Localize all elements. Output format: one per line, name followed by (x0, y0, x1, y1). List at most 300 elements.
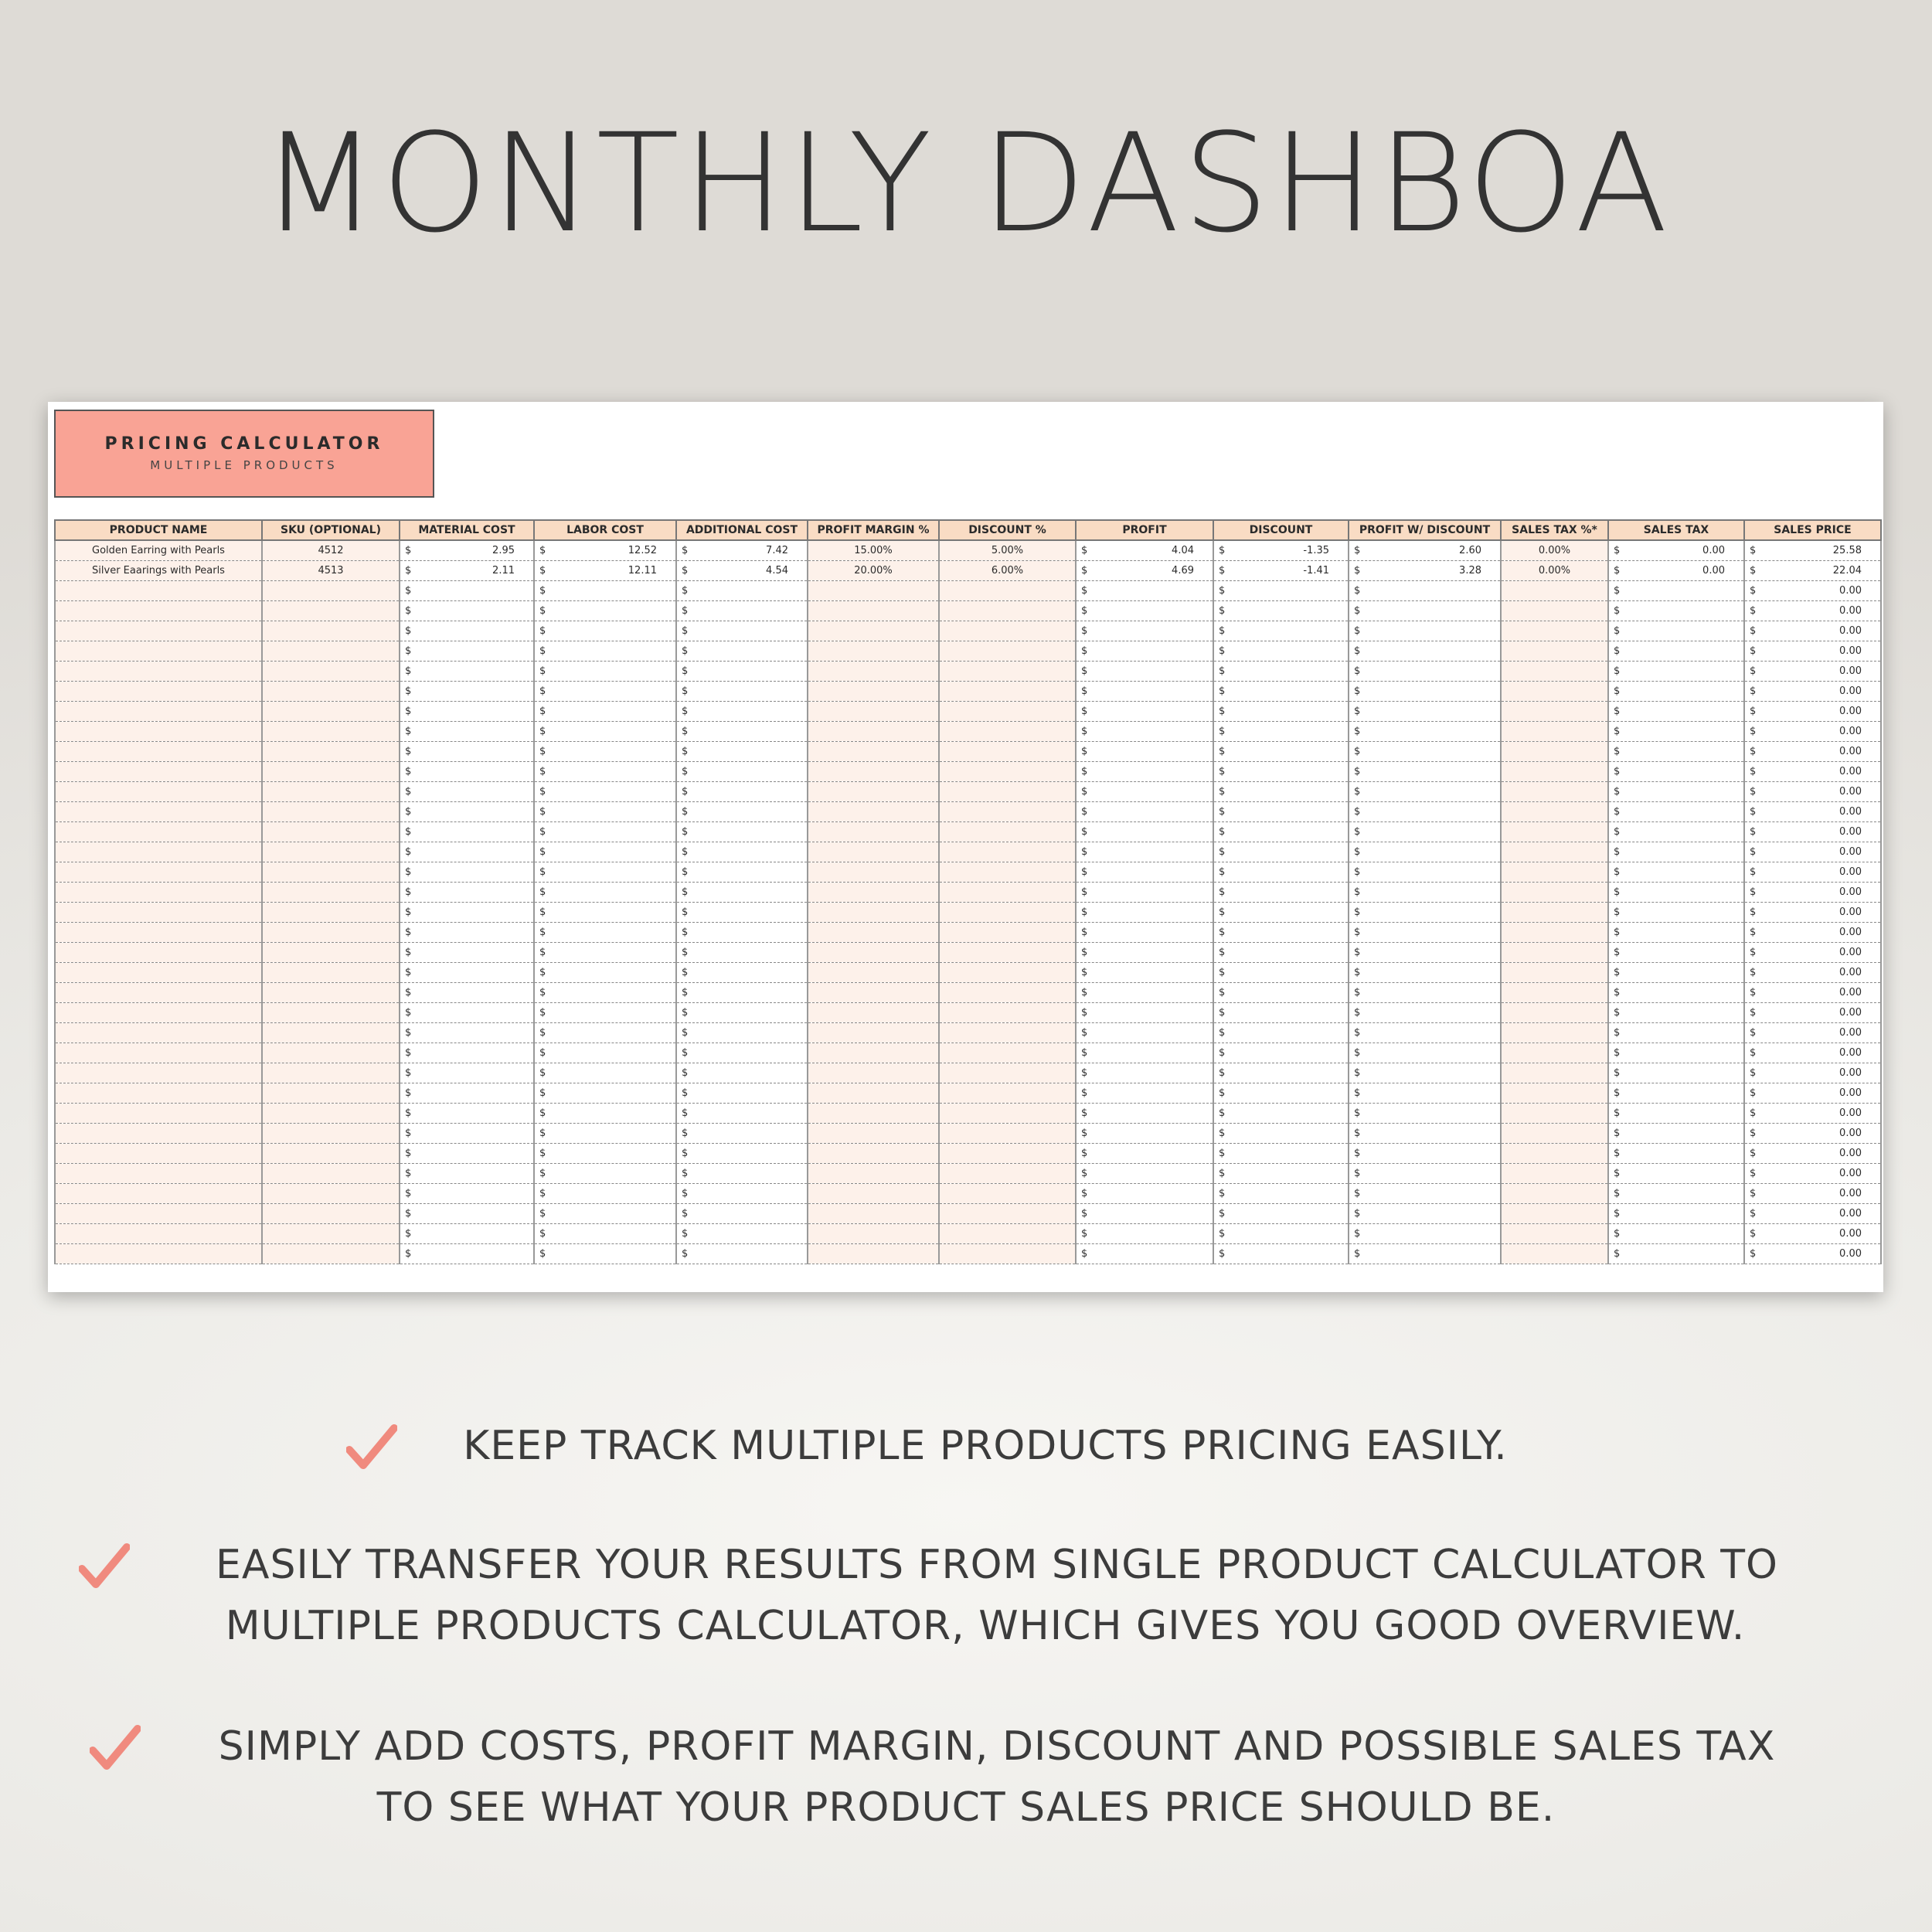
table-cell[interactable] (1501, 1244, 1608, 1264)
table-cell[interactable] (1349, 1083, 1501, 1104)
table-cell[interactable] (55, 883, 262, 903)
table-cell[interactable] (1501, 943, 1608, 963)
table-cell[interactable] (1076, 862, 1213, 883)
table-cell[interactable] (1608, 762, 1744, 782)
table-cell[interactable] (1349, 621, 1501, 641)
table-cell[interactable] (1349, 1104, 1501, 1124)
table-cell[interactable] (1076, 1003, 1213, 1023)
table-cell[interactable] (534, 641, 676, 662)
table-cell[interactable] (676, 641, 808, 662)
table-cell[interactable] (1744, 1003, 1881, 1023)
table-cell[interactable] (1608, 702, 1744, 722)
table-cell[interactable] (400, 601, 534, 621)
table-cell[interactable] (808, 1224, 939, 1244)
table-cell[interactable] (55, 1063, 262, 1083)
table-cell[interactable] (1501, 1204, 1608, 1224)
table-cell[interactable] (1213, 883, 1349, 903)
table-cell[interactable] (1349, 883, 1501, 903)
table-cell[interactable] (1076, 742, 1213, 762)
table-cell[interactable] (808, 702, 939, 722)
table-cell[interactable] (1213, 943, 1349, 963)
table-cell[interactable] (534, 1164, 676, 1184)
table-cell[interactable] (1501, 883, 1608, 903)
table-cell[interactable] (939, 1124, 1076, 1144)
table-cell[interactable] (1349, 923, 1501, 943)
table-cell[interactable] (1213, 963, 1349, 983)
table-cell[interactable] (534, 1104, 676, 1124)
table-cell[interactable] (1213, 1083, 1349, 1104)
table-cell[interactable] (1608, 862, 1744, 883)
table-cell[interactable] (1608, 1244, 1744, 1264)
table-cell[interactable] (676, 903, 808, 923)
table-cell[interactable] (1608, 943, 1744, 963)
table-cell[interactable] (808, 1164, 939, 1184)
table-cell[interactable] (534, 862, 676, 883)
table-cell[interactable] (1744, 561, 1881, 581)
table-cell[interactable] (534, 842, 676, 862)
table-cell[interactable] (808, 641, 939, 662)
table-cell[interactable] (55, 581, 262, 601)
table-cell[interactable] (534, 1244, 676, 1264)
table-cell[interactable] (400, 782, 534, 802)
table-cell[interactable] (939, 722, 1076, 742)
table-cell[interactable] (534, 1083, 676, 1104)
table-cell[interactable] (676, 1124, 808, 1144)
table-cell[interactable] (262, 883, 400, 903)
table-cell[interactable] (1744, 1144, 1881, 1164)
table-cell[interactable] (1501, 641, 1608, 662)
table-cell[interactable] (808, 1204, 939, 1224)
table-cell[interactable] (1213, 822, 1349, 842)
table-cell[interactable] (1076, 842, 1213, 862)
table-cell[interactable] (1501, 862, 1608, 883)
table-cell[interactable] (55, 923, 262, 943)
table-cell[interactable] (400, 540, 534, 561)
table-cell[interactable] (1076, 762, 1213, 782)
table-cell[interactable]: Golden Earring with Pearls (55, 540, 262, 561)
table-cell[interactable] (1349, 722, 1501, 742)
table-cell[interactable] (1076, 963, 1213, 983)
table-cell[interactable] (808, 842, 939, 862)
table-cell[interactable] (939, 943, 1076, 963)
table-cell[interactable] (1076, 561, 1213, 581)
table-cell[interactable] (939, 923, 1076, 943)
table-cell[interactable] (1501, 662, 1608, 682)
table-cell[interactable] (1349, 1144, 1501, 1164)
table-cell[interactable] (534, 822, 676, 842)
table-cell[interactable] (939, 601, 1076, 621)
table-cell[interactable] (1349, 1164, 1501, 1184)
table-cell[interactable] (1744, 983, 1881, 1003)
table-cell[interactable] (400, 641, 534, 662)
table-cell[interactable] (1349, 1244, 1501, 1264)
table-cell[interactable] (1213, 702, 1349, 722)
table-cell[interactable] (262, 963, 400, 983)
table-cell[interactable] (55, 822, 262, 842)
table-cell[interactable] (676, 1043, 808, 1063)
table-cell[interactable] (262, 702, 400, 722)
table-cell[interactable] (55, 722, 262, 742)
table-cell[interactable] (1076, 883, 1213, 903)
table-cell[interactable] (1213, 802, 1349, 822)
table-cell[interactable] (939, 581, 1076, 601)
table-cell[interactable] (1608, 1083, 1744, 1104)
table-cell[interactable] (1608, 1043, 1744, 1063)
table-cell[interactable] (1744, 782, 1881, 802)
table-cell[interactable] (1213, 1224, 1349, 1244)
table-cell[interactable] (808, 983, 939, 1003)
table-cell[interactable] (676, 842, 808, 862)
table-cell[interactable] (534, 983, 676, 1003)
table-cell[interactable] (1608, 1184, 1744, 1204)
table-cell[interactable] (939, 1204, 1076, 1224)
table-cell[interactable] (1076, 1023, 1213, 1043)
table-cell[interactable] (1501, 903, 1608, 923)
table-cell[interactable] (808, 662, 939, 682)
table-cell[interactable] (55, 862, 262, 883)
table-cell[interactable] (1349, 983, 1501, 1003)
table-cell[interactable] (676, 1083, 808, 1104)
table-cell[interactable] (262, 1164, 400, 1184)
table-cell[interactable] (676, 983, 808, 1003)
table-cell[interactable] (55, 1023, 262, 1043)
table-cell[interactable] (1744, 862, 1881, 883)
table-cell[interactable]: 20.00% (808, 561, 939, 581)
table-cell[interactable] (262, 862, 400, 883)
table-cell[interactable] (262, 1184, 400, 1204)
table-cell[interactable] (1349, 581, 1501, 601)
table-cell[interactable] (676, 782, 808, 802)
table-cell[interactable] (55, 842, 262, 862)
table-cell[interactable] (1744, 682, 1881, 702)
table-cell[interactable] (939, 903, 1076, 923)
table-cell[interactable] (534, 923, 676, 943)
table-cell[interactable] (55, 1104, 262, 1124)
table-cell[interactable] (1349, 903, 1501, 923)
table-cell[interactable] (1501, 1164, 1608, 1184)
table-cell[interactable] (676, 682, 808, 702)
table-cell[interactable] (1501, 742, 1608, 762)
table-cell[interactable] (808, 963, 939, 983)
table-cell[interactable] (400, 722, 534, 742)
table-cell[interactable] (55, 682, 262, 702)
table-cell[interactable] (1349, 682, 1501, 702)
table-cell[interactable] (939, 742, 1076, 762)
table-cell[interactable] (676, 1063, 808, 1083)
table-cell[interactable] (676, 702, 808, 722)
table-cell[interactable] (1501, 762, 1608, 782)
table-cell[interactable] (400, 923, 534, 943)
table-cell[interactable] (1744, 1204, 1881, 1224)
table-cell[interactable] (1608, 842, 1744, 862)
table-cell[interactable] (400, 1083, 534, 1104)
table-cell[interactable]: Silver Eaarings with Pearls (55, 561, 262, 581)
table-cell[interactable] (534, 581, 676, 601)
table-cell[interactable] (400, 1023, 534, 1043)
table-cell[interactable] (1213, 641, 1349, 662)
table-cell[interactable] (400, 561, 534, 581)
table-cell[interactable] (939, 1244, 1076, 1264)
table-cell[interactable] (534, 903, 676, 923)
table-cell[interactable] (939, 1063, 1076, 1083)
table-cell[interactable] (1213, 540, 1349, 561)
table-cell[interactable]: 4513 (262, 561, 400, 581)
table-cell[interactable] (55, 742, 262, 762)
table-cell[interactable] (262, 1043, 400, 1063)
table-cell[interactable] (400, 802, 534, 822)
table-cell[interactable] (1076, 662, 1213, 682)
table-cell[interactable] (262, 842, 400, 862)
table-cell[interactable] (262, 983, 400, 1003)
table-cell[interactable] (400, 963, 534, 983)
table-cell[interactable] (1213, 1144, 1349, 1164)
table-cell[interactable] (676, 802, 808, 822)
table-cell[interactable] (1608, 1204, 1744, 1224)
table-cell[interactable] (1744, 1083, 1881, 1104)
table-cell[interactable] (55, 702, 262, 722)
table-cell[interactable] (262, 1144, 400, 1164)
table-cell[interactable] (1349, 1184, 1501, 1204)
table-cell[interactable] (1349, 1023, 1501, 1043)
table-cell[interactable] (1744, 702, 1881, 722)
table-cell[interactable] (55, 1124, 262, 1144)
table-cell[interactable] (1076, 641, 1213, 662)
table-cell[interactable] (1213, 1164, 1349, 1184)
table-cell[interactable] (1349, 1043, 1501, 1063)
table-cell[interactable] (55, 601, 262, 621)
table-cell[interactable] (400, 903, 534, 923)
table-cell[interactable] (1213, 1063, 1349, 1083)
table-cell[interactable] (1501, 1003, 1608, 1023)
table-cell[interactable] (1501, 1124, 1608, 1144)
table-cell[interactable] (1744, 1164, 1881, 1184)
table-cell[interactable] (1608, 983, 1744, 1003)
table-cell[interactable] (262, 1023, 400, 1043)
table-cell[interactable] (1608, 923, 1744, 943)
table-cell[interactable] (534, 540, 676, 561)
table-cell[interactable] (1213, 1204, 1349, 1224)
table-cell[interactable] (1608, 1003, 1744, 1023)
table-cell[interactable] (1608, 1124, 1744, 1144)
table-cell[interactable] (55, 1184, 262, 1204)
table-cell[interactable] (55, 943, 262, 963)
table-cell[interactable] (400, 1224, 534, 1244)
table-cell[interactable] (1076, 782, 1213, 802)
table-cell[interactable] (262, 782, 400, 802)
table-cell[interactable] (1349, 943, 1501, 963)
table-cell[interactable] (939, 762, 1076, 782)
table-cell[interactable] (1608, 883, 1744, 903)
table-cell[interactable] (55, 1043, 262, 1063)
table-cell[interactable] (939, 1164, 1076, 1184)
table-cell[interactable] (1076, 822, 1213, 842)
table-cell[interactable] (1076, 1083, 1213, 1104)
table-cell[interactable] (676, 1144, 808, 1164)
table-cell[interactable] (1076, 1043, 1213, 1063)
table-cell[interactable] (1076, 581, 1213, 601)
table-cell[interactable] (939, 1184, 1076, 1204)
table-cell[interactable] (1076, 1164, 1213, 1184)
table-cell[interactable] (262, 1204, 400, 1224)
table-cell[interactable] (534, 1124, 676, 1144)
table-cell[interactable] (1501, 1184, 1608, 1204)
table-cell[interactable] (1076, 722, 1213, 742)
table-cell[interactable] (400, 682, 534, 702)
table-cell[interactable] (939, 641, 1076, 662)
table-cell[interactable] (55, 1244, 262, 1264)
table-cell[interactable] (808, 1144, 939, 1164)
table-cell[interactable] (1501, 1043, 1608, 1063)
table-cell[interactable] (808, 1244, 939, 1264)
table-cell[interactable] (1213, 601, 1349, 621)
table-cell[interactable] (676, 963, 808, 983)
table-cell[interactable] (676, 722, 808, 742)
table-cell[interactable] (1608, 1224, 1744, 1244)
table-cell[interactable] (1213, 742, 1349, 762)
table-cell[interactable] (676, 621, 808, 641)
table-cell[interactable] (55, 641, 262, 662)
table-cell[interactable] (1076, 621, 1213, 641)
table-cell[interactable] (1501, 842, 1608, 862)
table-cell[interactable] (534, 802, 676, 822)
table-cell[interactable] (534, 1043, 676, 1063)
table-cell[interactable] (1608, 963, 1744, 983)
table-cell[interactable] (676, 581, 808, 601)
table-cell[interactable] (400, 762, 534, 782)
table-cell[interactable] (1076, 540, 1213, 561)
table-cell[interactable] (1501, 983, 1608, 1003)
table-cell[interactable] (808, 862, 939, 883)
table-cell[interactable] (676, 822, 808, 842)
table-cell[interactable] (1076, 1063, 1213, 1083)
table-cell[interactable] (1349, 802, 1501, 822)
table-cell[interactable] (1608, 722, 1744, 742)
table-cell[interactable] (939, 782, 1076, 802)
table-cell[interactable] (1213, 983, 1349, 1003)
table-cell[interactable] (262, 1003, 400, 1023)
table-cell[interactable] (1608, 662, 1744, 682)
table-cell[interactable] (1349, 1224, 1501, 1244)
table-cell[interactable] (1076, 802, 1213, 822)
table-cell[interactable] (1608, 621, 1744, 641)
table-cell[interactable] (400, 983, 534, 1003)
table-cell[interactable] (534, 601, 676, 621)
table-cell[interactable] (534, 883, 676, 903)
table-cell[interactable] (1213, 722, 1349, 742)
table-cell[interactable] (1076, 1104, 1213, 1124)
table-cell[interactable] (1608, 1104, 1744, 1124)
table-cell[interactable] (1213, 862, 1349, 883)
table-cell[interactable]: 0.00% (1501, 540, 1608, 561)
table-cell[interactable] (808, 1124, 939, 1144)
table-cell[interactable] (1501, 581, 1608, 601)
table-cell[interactable] (262, 762, 400, 782)
table-cell[interactable] (1744, 822, 1881, 842)
table-cell[interactable] (262, 1104, 400, 1124)
table-cell[interactable] (262, 581, 400, 601)
table-cell[interactable] (676, 540, 808, 561)
table-cell[interactable] (1501, 923, 1608, 943)
table-cell[interactable] (55, 782, 262, 802)
table-cell[interactable] (534, 621, 676, 641)
table-cell[interactable] (1349, 1003, 1501, 1023)
table-cell[interactable] (676, 1224, 808, 1244)
table-cell[interactable] (400, 842, 534, 862)
table-cell[interactable] (400, 862, 534, 883)
table-cell[interactable] (808, 1083, 939, 1104)
table-cell[interactable] (1501, 802, 1608, 822)
table-cell[interactable] (534, 782, 676, 802)
table-cell[interactable] (1744, 1244, 1881, 1264)
table-cell[interactable] (1213, 762, 1349, 782)
table-cell[interactable] (808, 621, 939, 641)
table-cell[interactable] (55, 762, 262, 782)
table-cell[interactable] (808, 782, 939, 802)
table-cell[interactable] (1349, 702, 1501, 722)
table-cell[interactable] (1501, 621, 1608, 641)
table-cell[interactable] (534, 943, 676, 963)
table-cell[interactable] (262, 822, 400, 842)
table-cell[interactable] (534, 702, 676, 722)
table-cell[interactable] (262, 742, 400, 762)
table-cell[interactable] (1349, 963, 1501, 983)
table-cell[interactable] (1076, 903, 1213, 923)
table-cell[interactable] (1076, 1224, 1213, 1244)
table-cell[interactable] (1213, 581, 1349, 601)
table-cell[interactable] (262, 722, 400, 742)
table-cell[interactable] (676, 1164, 808, 1184)
table-cell[interactable] (808, 1104, 939, 1124)
table-cell[interactable] (55, 963, 262, 983)
table-cell[interactable] (1744, 601, 1881, 621)
table-cell[interactable] (1608, 540, 1744, 561)
table-cell[interactable] (534, 561, 676, 581)
table-cell[interactable] (1213, 903, 1349, 923)
table-cell[interactable] (262, 1124, 400, 1144)
table-cell[interactable] (262, 923, 400, 943)
table-cell[interactable] (1744, 1043, 1881, 1063)
table-cell[interactable] (262, 1083, 400, 1104)
table-cell[interactable] (262, 1224, 400, 1244)
table-cell[interactable] (1076, 682, 1213, 702)
table-cell[interactable] (676, 1104, 808, 1124)
table-cell[interactable] (808, 883, 939, 903)
table-cell[interactable] (55, 903, 262, 923)
table-cell[interactable] (55, 621, 262, 641)
table-cell[interactable] (1076, 1184, 1213, 1204)
table-cell[interactable]: 15.00% (808, 540, 939, 561)
table-cell[interactable] (676, 862, 808, 883)
table-cell[interactable] (1501, 1224, 1608, 1244)
table-cell[interactable] (400, 1043, 534, 1063)
table-cell[interactable] (400, 702, 534, 722)
table-cell[interactable] (1213, 1244, 1349, 1264)
table-cell[interactable] (1744, 1063, 1881, 1083)
table-cell[interactable] (262, 621, 400, 641)
table-cell[interactable] (400, 1184, 534, 1204)
table-cell[interactable] (808, 1003, 939, 1023)
table-cell[interactable] (262, 802, 400, 822)
table-cell[interactable] (1744, 923, 1881, 943)
table-cell[interactable] (1213, 1023, 1349, 1043)
table-cell[interactable] (676, 1204, 808, 1224)
table-cell[interactable] (1349, 862, 1501, 883)
table-cell[interactable] (676, 1003, 808, 1023)
table-cell[interactable] (400, 822, 534, 842)
table-cell[interactable] (534, 682, 676, 702)
table-cell[interactable] (262, 662, 400, 682)
table-cell[interactable] (55, 983, 262, 1003)
